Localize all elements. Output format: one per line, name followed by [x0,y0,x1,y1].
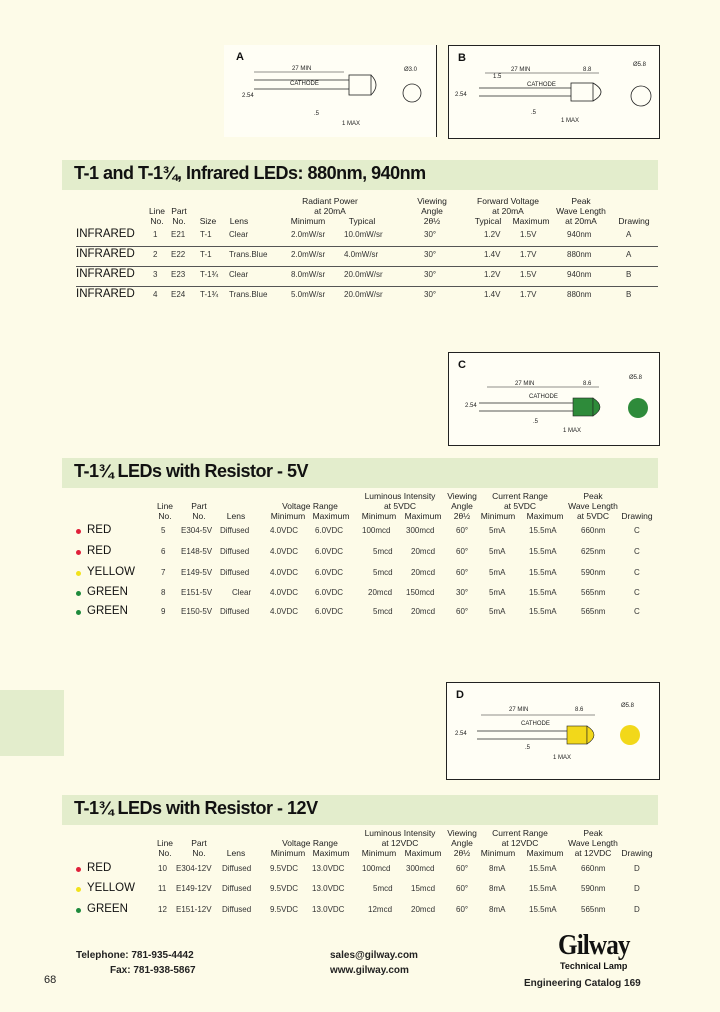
yellow-dot-icon [76,887,81,892]
lead-spacing: 2.54 [242,93,254,99]
led-outline-b [449,46,659,138]
length-label: 8.8 [583,67,592,73]
green-dot-icon [76,610,81,615]
logo-text: Gilway [558,930,630,961]
col-cmax: Maximum [526,848,564,858]
col-part: Part No. [191,501,207,521]
col-luminous: Luminous Intensity at 12VDC [364,828,436,848]
dim-label: 1 MAX [561,118,580,124]
col-line: Line No. [148,206,166,226]
col-radiant-typ: Typical [348,216,376,226]
drawing-c [448,352,660,446]
section-title: T-1 and T-1¾, Infrared LEDs: 880nm, 940nm [74,163,426,183]
cathode-label: CATHODE [521,721,550,727]
length-label: 8.6 [583,381,592,387]
col-current: Current Range at 12VDC [492,828,548,848]
table-row: RED 10 E304-12V Diffused 9.5VDC 13.0VDC 100mcd 300mcd 60° 8mA 15.5mA 660nm D [76,862,658,880]
table-row: INFRARED 4 E24 T-1¾ Trans.Blue 5.0mW/sr 20.0mW/sr 30° 1.4V 1.7V 880nm B [76,288,632,300]
dim-label: .5 [531,110,537,116]
red-dot-icon [76,867,81,872]
dim-label: .5 [533,419,539,425]
diameter-label: Ø5.8 [621,703,635,709]
led-outline-a [224,45,436,137]
col-part: Part No. [191,838,207,858]
lead-spacing: 2.54 [455,92,467,98]
telephone: Telephone: 781-935-4442 [76,950,194,961]
table-row: YELLOW 11 E149-12V Diffused 9.5VDC 13.0VDC 5mcd 15mcd 60° 8mA 15.5mA 590nm D [76,882,658,900]
col-peak: Peak Wave Length at 12VDC [568,828,618,858]
col-forward-max: Maximum [512,216,550,226]
col-vmin: Minimum [270,511,306,521]
green-dot-icon [76,908,81,913]
min-length: 27 MIN [515,381,535,387]
table-row: INFRARED 2 E22 T-1 Trans.Blue 2.0mW/sr 4.0mW/sr 30° 1.4V 1.7V 880nm A [76,248,658,267]
length-label: 8.6 [575,707,584,713]
col-part: Part No. [171,206,187,226]
table-row: RED 5 E304-5V Diffused 4.0VDC 6.0VDC 100mcd 300mcd 60° 5mA 15.5mA 660nm C [76,524,658,542]
col-drawing: Drawing [621,848,653,858]
table-row: INFRARED 1 E21 T-1 Clear 2.0mW/sr 10.0mW/sr 30° 1.2V 1.5V 940nm A [76,228,658,247]
table-row: YELLOW 7 E149-5V Diffused 4.0VDC 6.0VDC 5mcd 20mcd 60° 5mA 15.5mA 590nm C [76,566,658,584]
gilway-logo [552,930,652,974]
drawing-label: A [236,51,244,63]
col-luminous: Luminous Intensity at 5VDC [364,491,436,511]
col-line: Line No. [156,838,174,858]
green-dot-icon [76,591,81,596]
col-vmax: Maximum [312,511,350,521]
min-length: 27 MIN [509,707,529,713]
col-peak: Peak Wave Length at 20mA [556,196,606,226]
dim-label: 1 MAX [553,755,572,761]
diameter-label: Ø3.0 [404,67,418,73]
dim-label: .5 [314,111,320,117]
col-viewing: Viewing Angle 2θ½ [417,196,447,226]
table-row: GREEN 12 E151-12V Diffused 9.5VDC 13.0VDC 12mcd 20mcd 60° 8mA 15.5mA 565nm D [76,903,658,921]
col-size: Size [199,216,217,226]
col-forward: Forward Voltage at 20mA [477,196,539,216]
website-link[interactable]: www.gilway.com [330,965,409,976]
col-radiant: Radiant Power at 20mA [302,196,358,216]
col-voltage: Voltage Range [282,501,338,511]
section-infrared-header [62,160,658,190]
col-line: Line No. [156,501,174,521]
col-lens: Lens [226,848,246,858]
table-row: GREEN 8 E151-5V Clear 4.0VDC 6.0VDC 20mcd 150mcd 30° 5mA 15.5mA 565nm C [76,586,658,604]
dim-label: .5 [525,745,531,751]
col-cmin: Minimum [480,848,516,858]
dim-label: 1 MAX [563,428,582,434]
drawing-a [224,45,437,137]
min-length: 27 MIN [292,66,312,72]
cathode-label: CATHODE [527,82,556,88]
drawing-b [448,45,660,139]
col-lmax: Maximum [404,511,442,521]
section-12v-header [62,795,658,825]
lead-spacing: 2.54 [465,403,477,409]
col-lmin: Minimum [361,848,397,858]
cathode-label: CATHODE [529,394,558,400]
col-peak: Peak Wave Length at 5VDC [568,491,618,521]
col-cmin: Minimum [480,511,516,521]
diameter-label: Ø5.8 [633,62,647,68]
table-row: GREEN 9 E150-5V Diffused 4.0VDC 6.0VDC 5mcd 20mcd 60° 5mA 15.5mA 565nm C [76,605,658,623]
col-lens: Lens [226,511,246,521]
cathode-label: CATHODE [290,81,319,87]
section-title: T-1¾ LEDs with Resistor - 5V [74,461,309,481]
col-forward-typ: Typical [474,216,502,226]
fax: Fax: 781-938-5867 [110,965,196,976]
table-row: RED 6 E148-5V Diffused 4.0VDC 6.0VDC 5mcd 20mcd 60° 5mA 15.5mA 625nm C [76,545,658,563]
drawing-label: C [458,359,466,371]
col-viewing: Viewing Angle 2θ½ [447,828,477,858]
min-length: 27 MIN [511,67,531,73]
side-tab [0,690,64,756]
logo-subtitle: Technical Lamp [560,961,628,971]
section-title: T-1¾ LEDs with Resistor - 12V [74,798,318,818]
lead-spacing: 2.54 [455,731,467,737]
col-radiant-min: Minimum [290,216,326,226]
col-vmin: Minimum [270,848,306,858]
drawing-d [446,682,660,780]
col-lens: Lens [229,216,249,226]
red-dot-icon [76,550,81,555]
col-current: Current Range at 5VDC [492,491,548,511]
page-number: 68 [44,974,57,986]
diameter-label: Ø5.8 [629,375,643,381]
drawing-label: B [458,52,466,64]
dim-label: 1 MAX [342,121,361,127]
col-drawing: Drawing [621,511,653,521]
col-drawing: Drawing [618,216,650,226]
col-viewing: Viewing Angle 2θ½ [447,491,477,521]
led-outline-d [447,683,659,779]
col-vmax: Maximum [312,848,350,858]
yellow-dot-icon [76,571,81,576]
col-lmax: Maximum [404,848,442,858]
red-dot-icon [76,529,81,534]
section-5v-header [62,458,658,488]
catalog-label: Engineering Catalog 169 [524,978,641,989]
col-voltage: Voltage Range [282,838,338,848]
col-cmax: Maximum [526,511,564,521]
drawing-label: D [456,689,464,701]
dim-label: 1.5 [493,74,502,80]
table-row: INFRARED 3 E23 T-1¾ Clear 8.0mW/sr 20.0mW/sr 30° 1.2V 1.5V 940nm B [76,268,658,287]
col-lmin: Minimum [361,511,397,521]
email-link[interactable]: sales@gilway.com [330,950,418,961]
